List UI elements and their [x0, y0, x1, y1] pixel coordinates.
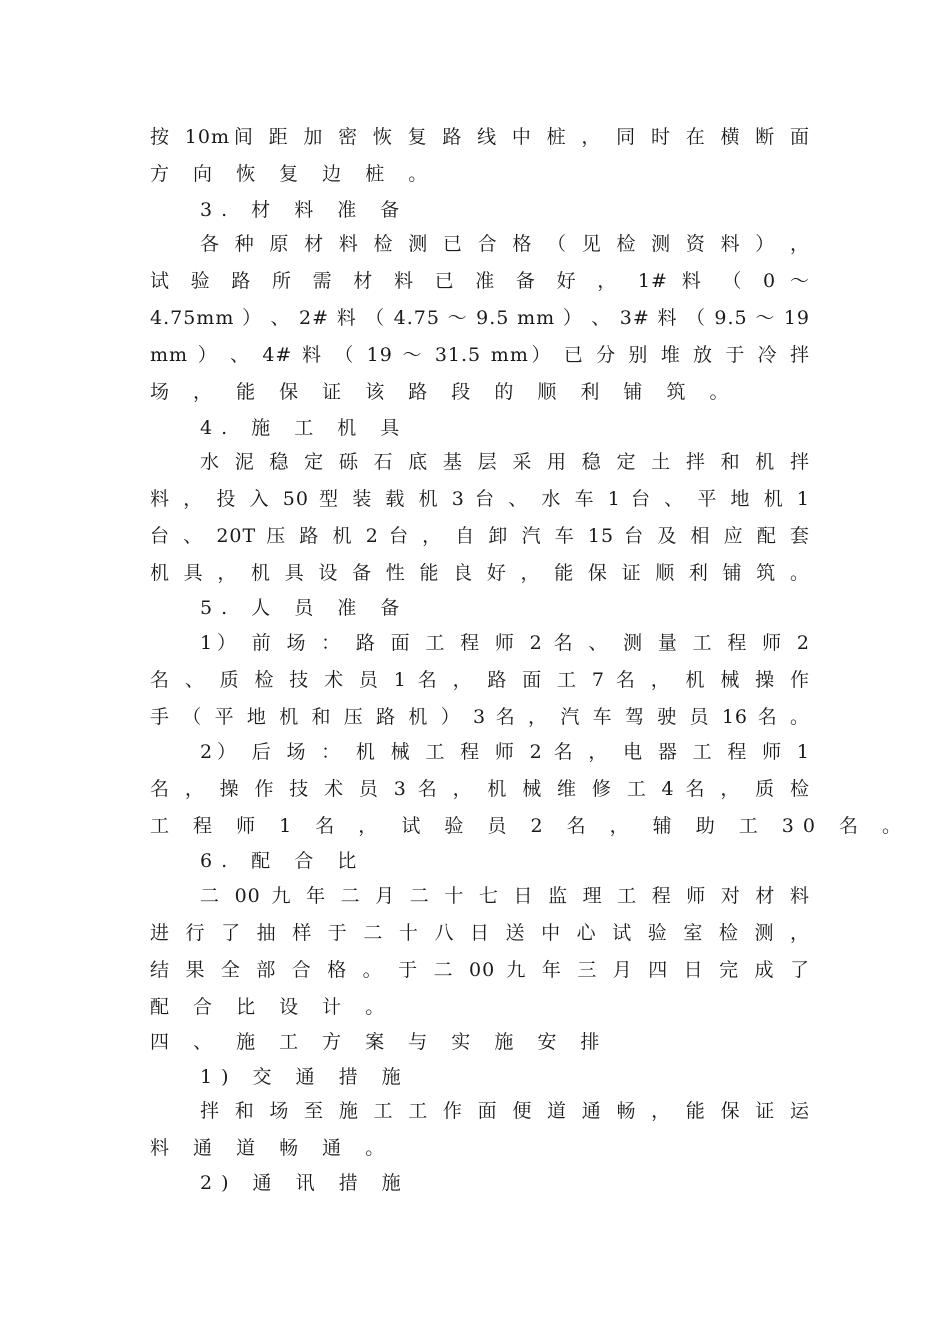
- paragraph-line: 拌 和 场 至 施 工 工 作 面 便 道 通 畅 ， 能 保 证 运: [200, 1100, 810, 1122]
- paragraph-line: 场 ， 能 保 证 该 路 段 的 顺 利 铺 筑 。: [150, 381, 738, 403]
- paragraph-line: 配 合 比 设 计 。: [150, 996, 394, 1018]
- section-heading-communication: 2) 通 讯 措 施: [200, 1172, 410, 1194]
- paragraph-line: mm ） 、 4# 料 （ 19 ～ 31.5 mm） 已 分 别 堆 放 于 冷 拌: [150, 344, 810, 366]
- paragraph-line: 名 、 质 检 技 术 员 1 名 ， 路 面 工 7 名 ， 机 械 操 作: [150, 669, 810, 691]
- paragraph-line: 方 向 恢 复 边 桩 。: [150, 163, 437, 185]
- paragraph-line: 水 泥 稳 定 砾 石 底 基 层 采 用 稳 定 土 拌 和 机 拌: [200, 451, 810, 473]
- paragraph-line: 料 ， 投 入 50 型 装 载 机 3 台 、 水 车 1 台 、 平 地 机 1: [150, 488, 810, 510]
- paragraph-line: 机 具 ， 机 具 设 备 性 能 良 好 ， 能 保 证 顺 利 铺 筑 。: [150, 562, 810, 584]
- section-heading-personnel: 5. 人 员 准 备: [200, 597, 409, 619]
- paragraph-line: 4.75mm ） 、 2# 料 （ 4.75 ～ 9.5 mm ） 、 3# 料 （ 9.5 ～ 19: [150, 307, 810, 329]
- paragraph-line: 名 ， 操 作 技 术 员 3 名 ， 机 械 维 修 工 4 名 ， 质 检: [150, 778, 810, 800]
- paragraph-line: 2） 后 场 ： 机 械 工 程 师 2 名 ， 电 器 工 程 师 1: [200, 741, 810, 763]
- paragraph-line: 结 果 全 部 合 格 。 于 二 00 九 年 三 月 四 日 完 成 了: [150, 959, 810, 981]
- section-heading-mix-ratio: 6. 配 合 比: [200, 850, 366, 872]
- section-heading-machinery: 4. 施 工 机 具: [200, 417, 409, 439]
- paragraph-line: 按 10m间 距 加 密 恢 复 路 线 中 桩 ， 同 时 在 横 断 面: [150, 126, 810, 148]
- chapter-heading-construction-plan: 四 、 施 工 方 案 与 实 施 安 排: [150, 1031, 609, 1053]
- paragraph-line: 二 00 九 年 二 月 二 十 七 日 监 理 工 程 师 对 材 料: [200, 885, 810, 907]
- paragraph-line: 各 种 原 材 料 检 测 已 合 格 （ 见 检 测 资 料 ） ，: [200, 233, 810, 255]
- paragraph-line: 台 、 20T 压 路 机 2 台 ， 自 卸 汽 车 15 台 及 相 应 配 套: [150, 525, 810, 547]
- paragraph-line: 进 行 了 抽 样 于 二 十 八 日 送 中 心 试 验 室 检 测 ，: [150, 922, 810, 944]
- paragraph-line: 1） 前 场 ： 路 面 工 程 师 2 名 、 测 量 工 程 师 2: [200, 632, 810, 654]
- section-heading-traffic: 1) 交 通 措 施: [200, 1066, 410, 1088]
- paragraph-line: 工 程 师 1 名 ， 试 验 员 2 名 ， 辅 助 工 30 名 。: [150, 815, 911, 837]
- section-heading-materials: 3. 材 料 准 备: [200, 199, 409, 221]
- paragraph-line: 试 验 路 所 需 材 料 已 准 备 好 ， 1# 料 （ 0 ～: [150, 270, 810, 292]
- paragraph-line: 料 通 道 畅 通 。: [150, 1137, 394, 1159]
- paragraph-line: 手 （ 平 地 机 和 压 路 机 ） 3 名 ， 汽 车 驾 驶 员 16 名 。: [150, 706, 810, 728]
